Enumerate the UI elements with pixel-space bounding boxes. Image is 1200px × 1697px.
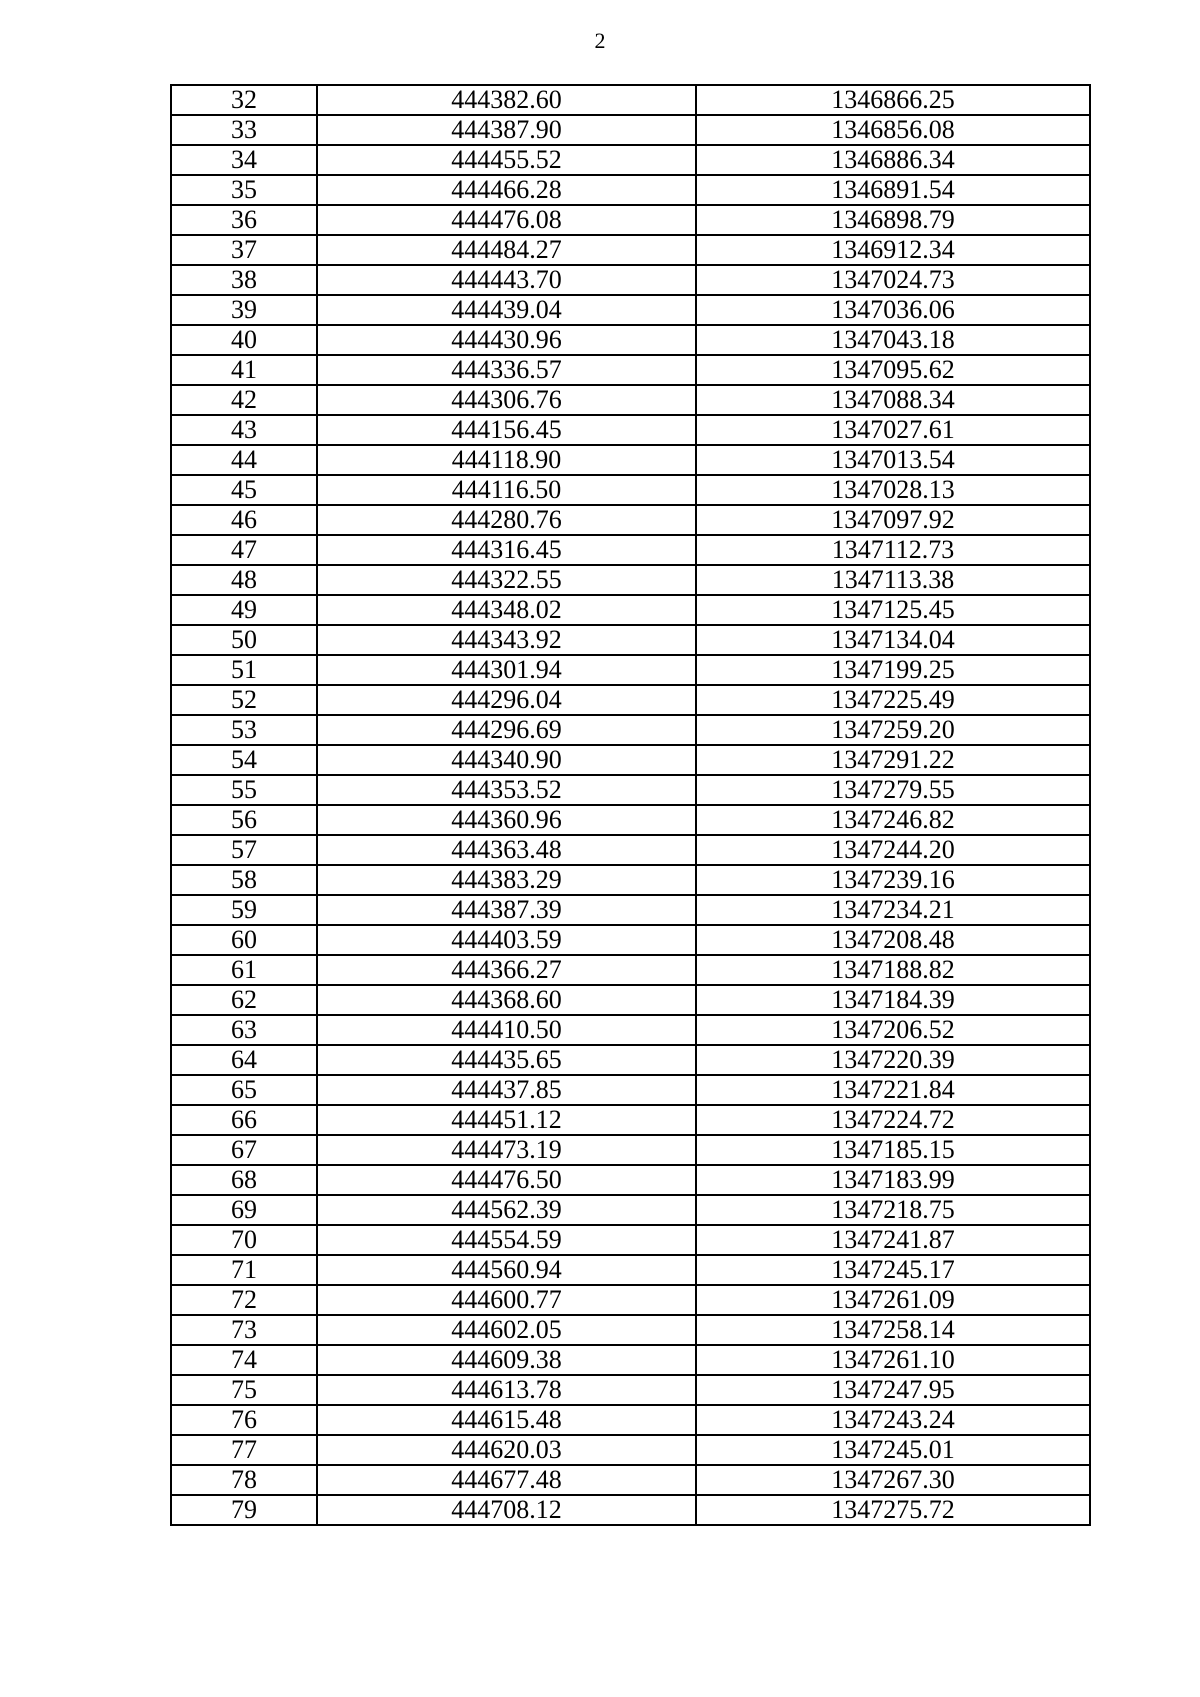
point-number-cell: 36	[171, 205, 317, 235]
y-coordinate-cell: 1347234.21	[696, 895, 1090, 925]
y-coordinate-cell: 1347125.45	[696, 595, 1090, 625]
table-row	[171, 295, 1090, 325]
x-coordinate-cell: 444708.12	[317, 1495, 696, 1525]
y-coordinate-cell: 1347013.54	[696, 445, 1090, 475]
y-coordinate-cell: 1347291.22	[696, 745, 1090, 775]
table-row	[171, 1495, 1090, 1525]
y-coordinate-cell: 1347097.92	[696, 505, 1090, 535]
y-coordinate-cell: 1346898.79	[696, 205, 1090, 235]
point-number-cell: 73	[171, 1315, 317, 1345]
table-row	[171, 145, 1090, 175]
y-coordinate-cell: 1347220.39	[696, 1045, 1090, 1075]
table-row	[171, 535, 1090, 565]
y-coordinate-cell: 1347224.72	[696, 1105, 1090, 1135]
point-number-cell: 66	[171, 1105, 317, 1135]
table-row	[171, 1015, 1090, 1045]
x-coordinate-cell: 444306.76	[317, 385, 696, 415]
x-coordinate-cell: 444363.48	[317, 835, 696, 865]
point-number-cell: 34	[171, 145, 317, 175]
point-number-cell: 32	[171, 85, 317, 115]
x-coordinate-cell: 444366.27	[317, 955, 696, 985]
point-number-cell: 54	[171, 745, 317, 775]
y-coordinate-cell: 1347184.39	[696, 985, 1090, 1015]
x-coordinate-cell: 444476.50	[317, 1165, 696, 1195]
point-number-cell: 64	[171, 1045, 317, 1075]
point-number-cell: 62	[171, 985, 317, 1015]
y-coordinate-cell: 1347261.10	[696, 1345, 1090, 1375]
x-coordinate-cell: 444443.70	[317, 265, 696, 295]
table-row	[171, 895, 1090, 925]
point-number-cell: 45	[171, 475, 317, 505]
point-number-cell: 67	[171, 1135, 317, 1165]
point-number-cell: 46	[171, 505, 317, 535]
y-coordinate-cell: 1347188.82	[696, 955, 1090, 985]
table-row	[171, 805, 1090, 835]
point-number-cell: 52	[171, 685, 317, 715]
x-coordinate-cell: 444466.28	[317, 175, 696, 205]
x-coordinate-cell: 444600.77	[317, 1285, 696, 1315]
point-number-cell: 58	[171, 865, 317, 895]
y-coordinate-cell: 1347113.38	[696, 565, 1090, 595]
y-coordinate-cell: 1347241.87	[696, 1225, 1090, 1255]
table-row	[171, 835, 1090, 865]
table-row	[171, 1435, 1090, 1465]
table-row	[171, 235, 1090, 265]
x-coordinate-cell: 444156.45	[317, 415, 696, 445]
table-row	[171, 505, 1090, 535]
table-row	[171, 715, 1090, 745]
y-coordinate-cell: 1346912.34	[696, 235, 1090, 265]
point-number-cell: 47	[171, 535, 317, 565]
table-row	[171, 955, 1090, 985]
table-row	[171, 1405, 1090, 1435]
x-coordinate-cell: 444602.05	[317, 1315, 696, 1345]
x-coordinate-cell: 444280.76	[317, 505, 696, 535]
table-row	[171, 1045, 1090, 1075]
x-coordinate-cell: 444554.59	[317, 1225, 696, 1255]
y-coordinate-cell: 1347183.99	[696, 1165, 1090, 1195]
table-row	[171, 1255, 1090, 1285]
table-row	[171, 415, 1090, 445]
x-coordinate-cell: 444336.57	[317, 355, 696, 385]
y-coordinate-cell: 1347245.01	[696, 1435, 1090, 1465]
x-coordinate-cell: 444343.92	[317, 625, 696, 655]
table-row	[171, 595, 1090, 625]
table-row	[171, 115, 1090, 145]
x-coordinate-cell: 444322.55	[317, 565, 696, 595]
x-coordinate-cell: 444430.96	[317, 325, 696, 355]
x-coordinate-cell: 444301.94	[317, 655, 696, 685]
point-number-cell: 78	[171, 1465, 317, 1495]
point-number-cell: 49	[171, 595, 317, 625]
table-row	[171, 1225, 1090, 1255]
y-coordinate-cell: 1347245.17	[696, 1255, 1090, 1285]
y-coordinate-cell: 1347244.20	[696, 835, 1090, 865]
table-row	[171, 85, 1090, 115]
x-coordinate-cell: 444484.27	[317, 235, 696, 265]
y-coordinate-cell: 1347275.72	[696, 1495, 1090, 1525]
x-coordinate-cell: 444613.78	[317, 1375, 696, 1405]
x-coordinate-cell: 444387.39	[317, 895, 696, 925]
point-number-cell: 63	[171, 1015, 317, 1045]
table-row	[171, 205, 1090, 235]
point-number-cell: 59	[171, 895, 317, 925]
table-row	[171, 1165, 1090, 1195]
point-number-cell: 37	[171, 235, 317, 265]
point-number-cell: 42	[171, 385, 317, 415]
x-coordinate-cell: 444382.60	[317, 85, 696, 115]
y-coordinate-cell: 1347027.61	[696, 415, 1090, 445]
y-coordinate-cell: 1347036.06	[696, 295, 1090, 325]
point-number-cell: 55	[171, 775, 317, 805]
table-row	[171, 385, 1090, 415]
y-coordinate-cell: 1347199.25	[696, 655, 1090, 685]
y-coordinate-cell: 1347024.73	[696, 265, 1090, 295]
x-coordinate-cell: 444615.48	[317, 1405, 696, 1435]
y-coordinate-cell: 1347259.20	[696, 715, 1090, 745]
point-number-cell: 69	[171, 1195, 317, 1225]
x-coordinate-cell: 444348.02	[317, 595, 696, 625]
y-coordinate-cell: 1347258.14	[696, 1315, 1090, 1345]
table-row	[171, 325, 1090, 355]
table-row	[171, 985, 1090, 1015]
table-row	[171, 265, 1090, 295]
x-coordinate-cell: 444368.60	[317, 985, 696, 1015]
point-number-cell: 79	[171, 1495, 317, 1525]
point-number-cell: 50	[171, 625, 317, 655]
x-coordinate-cell: 444353.52	[317, 775, 696, 805]
x-coordinate-cell: 444476.08	[317, 205, 696, 235]
x-coordinate-cell: 444387.90	[317, 115, 696, 145]
coordinates-table	[170, 84, 1091, 1526]
y-coordinate-cell: 1347043.18	[696, 325, 1090, 355]
x-coordinate-cell: 444473.19	[317, 1135, 696, 1165]
x-coordinate-cell: 444437.85	[317, 1075, 696, 1105]
x-coordinate-cell: 444403.59	[317, 925, 696, 955]
point-number-cell: 77	[171, 1435, 317, 1465]
y-coordinate-cell: 1347185.15	[696, 1135, 1090, 1165]
point-number-cell: 40	[171, 325, 317, 355]
y-coordinate-cell: 1346891.54	[696, 175, 1090, 205]
x-coordinate-cell: 444455.52	[317, 145, 696, 175]
point-number-cell: 33	[171, 115, 317, 145]
x-coordinate-cell: 444435.65	[317, 1045, 696, 1075]
y-coordinate-cell: 1347208.48	[696, 925, 1090, 955]
point-number-cell: 61	[171, 955, 317, 985]
y-coordinate-cell: 1347225.49	[696, 685, 1090, 715]
table-row	[171, 1075, 1090, 1105]
y-coordinate-cell: 1347095.62	[696, 355, 1090, 385]
x-coordinate-cell: 444296.69	[317, 715, 696, 745]
point-number-cell: 56	[171, 805, 317, 835]
y-coordinate-cell: 1347221.84	[696, 1075, 1090, 1105]
table-row	[171, 1375, 1090, 1405]
x-coordinate-cell: 444620.03	[317, 1435, 696, 1465]
y-coordinate-cell: 1347218.75	[696, 1195, 1090, 1225]
y-coordinate-cell: 1347261.09	[696, 1285, 1090, 1315]
y-coordinate-cell: 1347239.16	[696, 865, 1090, 895]
table-row	[171, 1315, 1090, 1345]
table-row	[171, 655, 1090, 685]
y-coordinate-cell: 1347134.04	[696, 625, 1090, 655]
y-coordinate-cell: 1347247.95	[696, 1375, 1090, 1405]
table-row	[171, 565, 1090, 595]
y-coordinate-cell: 1347267.30	[696, 1465, 1090, 1495]
table-row	[171, 745, 1090, 775]
y-coordinate-cell: 1347206.52	[696, 1015, 1090, 1045]
y-coordinate-cell: 1347112.73	[696, 535, 1090, 565]
x-coordinate-cell: 444560.94	[317, 1255, 696, 1285]
page-number: 2	[594, 28, 606, 53]
x-coordinate-cell: 444562.39	[317, 1195, 696, 1225]
y-coordinate-cell: 1347243.24	[696, 1405, 1090, 1435]
x-coordinate-cell: 444360.96	[317, 805, 696, 835]
y-coordinate-cell: 1346856.08	[696, 115, 1090, 145]
point-number-cell: 39	[171, 295, 317, 325]
point-number-cell: 60	[171, 925, 317, 955]
table-row	[171, 1105, 1090, 1135]
table-row	[171, 625, 1090, 655]
table-row	[171, 865, 1090, 895]
table-row	[171, 685, 1090, 715]
y-coordinate-cell: 1347028.13	[696, 475, 1090, 505]
x-coordinate-cell: 444609.38	[317, 1345, 696, 1375]
x-coordinate-cell: 444383.29	[317, 865, 696, 895]
x-coordinate-cell: 444410.50	[317, 1015, 696, 1045]
point-number-cell: 65	[171, 1075, 317, 1105]
point-number-cell: 72	[171, 1285, 317, 1315]
point-number-cell: 38	[171, 265, 317, 295]
point-number-cell: 53	[171, 715, 317, 745]
y-coordinate-cell: 1346866.25	[696, 85, 1090, 115]
x-coordinate-cell: 444439.04	[317, 295, 696, 325]
table-row	[171, 1195, 1090, 1225]
y-coordinate-cell: 1347246.82	[696, 805, 1090, 835]
point-number-cell: 48	[171, 565, 317, 595]
coordinates-table-body	[171, 85, 1090, 1525]
y-coordinate-cell: 1347279.55	[696, 775, 1090, 805]
x-coordinate-cell: 444118.90	[317, 445, 696, 475]
x-coordinate-cell: 444340.90	[317, 745, 696, 775]
point-number-cell: 51	[171, 655, 317, 685]
table-row	[171, 175, 1090, 205]
x-coordinate-cell: 444116.50	[317, 475, 696, 505]
x-coordinate-cell: 444316.45	[317, 535, 696, 565]
y-coordinate-cell: 1346886.34	[696, 145, 1090, 175]
point-number-cell: 71	[171, 1255, 317, 1285]
table-row	[171, 1285, 1090, 1315]
y-coordinate-cell: 1347088.34	[696, 385, 1090, 415]
x-coordinate-cell: 444677.48	[317, 1465, 696, 1495]
point-number-cell: 68	[171, 1165, 317, 1195]
x-coordinate-cell: 444296.04	[317, 685, 696, 715]
point-number-cell: 57	[171, 835, 317, 865]
table-row	[171, 775, 1090, 805]
table-row	[171, 925, 1090, 955]
table-row	[171, 445, 1090, 475]
point-number-cell: 35	[171, 175, 317, 205]
table-row	[171, 1465, 1090, 1495]
table-row	[171, 1345, 1090, 1375]
point-number-cell: 44	[171, 445, 317, 475]
x-coordinate-cell: 444451.12	[317, 1105, 696, 1135]
table-row	[171, 355, 1090, 385]
point-number-cell: 74	[171, 1345, 317, 1375]
point-number-cell: 75	[171, 1375, 317, 1405]
point-number-cell: 43	[171, 415, 317, 445]
point-number-cell: 76	[171, 1405, 317, 1435]
point-number-cell: 41	[171, 355, 317, 385]
point-number-cell: 70	[171, 1225, 317, 1255]
table-row	[171, 475, 1090, 505]
table-row	[171, 1135, 1090, 1165]
